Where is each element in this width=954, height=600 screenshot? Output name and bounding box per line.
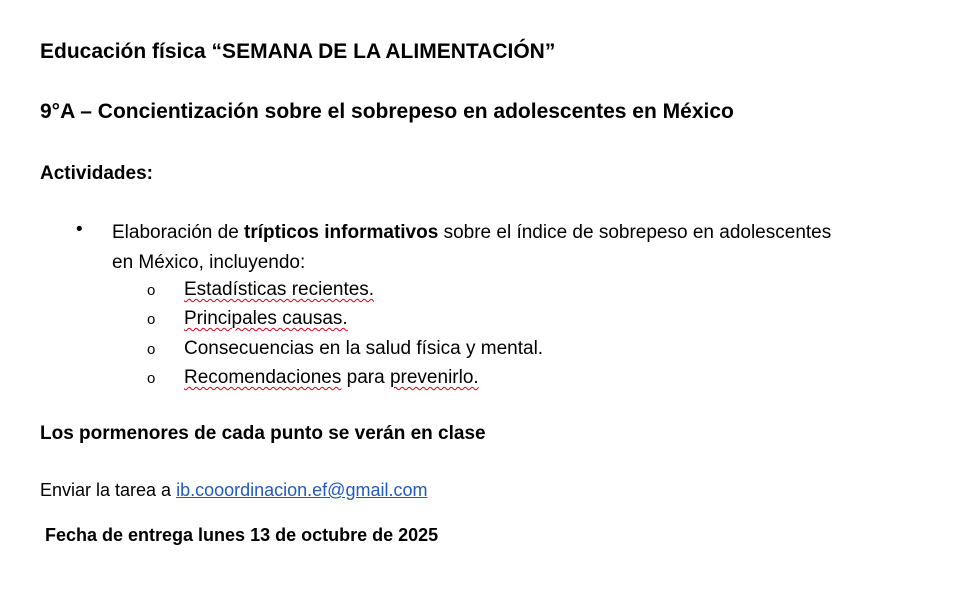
sub-bullet-circle: o [147, 370, 156, 387]
sub-item-recommendations [147, 367, 479, 389]
bullet-text-before: Elaboración de [112, 222, 245, 243]
sub-item-label-part2: para [341, 367, 390, 388]
sub-item-label-part1: Recomendaciones [184, 367, 342, 388]
sub-item-label: Estadísticas recientes. [184, 279, 375, 300]
sub-item-causes [147, 308, 348, 330]
activities-heading: Actividades: [40, 163, 153, 184]
document-subtitle: 9°A – Concientización sobre el sobrepeso en adolescentes en México [40, 100, 734, 123]
email-link[interactable]: ib.cooordinacion.ef@gmail.com [176, 480, 428, 500]
sub-bullet-circle: o [147, 282, 156, 299]
sub-item-label: Consecuencias en la salud física y mental. [184, 338, 544, 359]
class-details-note: Los pormenores de cada punto se verán en clase [40, 423, 486, 444]
bullet-dot: • [76, 219, 83, 240]
document-title: Educación física “SEMANA DE LA ALIMENTACIÓN” [40, 40, 556, 63]
send-homework-line [40, 480, 427, 501]
bullet-text-after: sobre el índice de sobrepeso en adolescentes en México, incluyendo: [112, 222, 832, 273]
bullet-item [112, 218, 832, 278]
sub-item-consequences [147, 338, 543, 360]
sub-bullet-circle: o [147, 341, 156, 358]
send-text: Enviar la tarea a [40, 480, 177, 500]
sub-item-label: Principales causas. [184, 308, 348, 329]
sub-item-label-part3: prevenirlo. [389, 367, 479, 388]
due-date: Fecha de entrega lunes 13 de octubre de 2025 [45, 525, 439, 545]
bullet-bold-text: trípticos informativos [244, 222, 439, 243]
sub-item-statistics [147, 279, 374, 301]
sub-bullet-circle: o [147, 311, 156, 328]
